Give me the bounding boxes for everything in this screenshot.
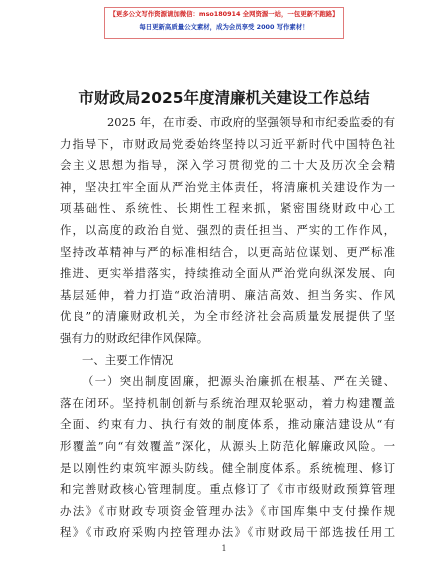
- promo-banner-line-1: 【更多公文写作资源请加微信：mso180914 全网资源一站，一包更新不跑路】: [109, 10, 339, 18]
- document-body: [60, 112, 395, 544]
- text-line: 力指导下，市财政局党委始终坚持以习近平新时代中国特色社: [60, 136, 395, 151]
- paragraph-intro: [60, 112, 395, 350]
- text-line: 会主义思想为指导，深入学习贯彻党的二十大及历次全会精: [60, 158, 395, 173]
- text-line: 坚持改革精神与严的标准相结合，以更高站位谋划、更严标准: [60, 244, 395, 259]
- text-line: 程》《市政府采购内控管理办法》《市财政局干部选拔任用工: [60, 525, 395, 540]
- text-line: 2025 年，在市委、市政府的坚强领导和市纪委监委的有: [107, 115, 395, 129]
- text-line: 落在闭环。坚持机制创新与系统治理双轮驱动，着力构建覆盖: [60, 395, 395, 410]
- text-line: 强有力的财政纪律作风保障。: [60, 330, 209, 345]
- page-number: 1: [221, 544, 227, 553]
- text-line: 基层延伸，着力打造“政治清明、廉洁高效、担当务实、作风: [60, 287, 395, 302]
- text-line: 作，以高度的政治自觉、强烈的责任担当、严实的工作作风，: [60, 222, 395, 237]
- text-line: 办法》《市财政专项资金管理办法》《市国库集中支付操作规: [60, 503, 395, 518]
- promo-banner: [104, 7, 344, 39]
- text-line: 形覆盖”向“有效覆盖”深化，从源头上防范化解廉政风险。一: [60, 438, 395, 453]
- text-line: 推进、更实举措落实，持续推动全面从严治党向纵深发展、向: [60, 266, 395, 281]
- paragraph-section-1: [60, 371, 395, 544]
- text-line: 项基础性、系统性、长期性工程来抓，紧密围绕财政中心工: [60, 201, 395, 216]
- section-heading: 一、主要工作情况: [82, 352, 174, 367]
- text-line: 是以刚性约束筑牢源头防线。健全制度体系。系统梳理、修订: [60, 460, 395, 475]
- text-line: 神，坚决扛牢全面从严治党主体责任，将清廉机关建设作为一: [60, 179, 395, 194]
- text-line: （一）突出制度固廉，把源头治廉抓在根基、严在关键、: [82, 374, 395, 389]
- text-line: 优良”的清廉财政机关，为全市经济社会高质量发展提供了坚: [60, 309, 395, 324]
- promo-banner-line-2: 每日更新高质量公文素材，成为会员享受 2000 写作素材！: [139, 23, 309, 31]
- text-line: 和完善财政核心管理制度。重点修订了《市市级财政预算管理: [60, 482, 395, 497]
- text-line: 全面、约束有力、执行有效的制度体系，推动廉洁建设从“有: [60, 417, 395, 432]
- document-title: 市财政局2025年度清廉机关建设工作总结: [78, 89, 370, 107]
